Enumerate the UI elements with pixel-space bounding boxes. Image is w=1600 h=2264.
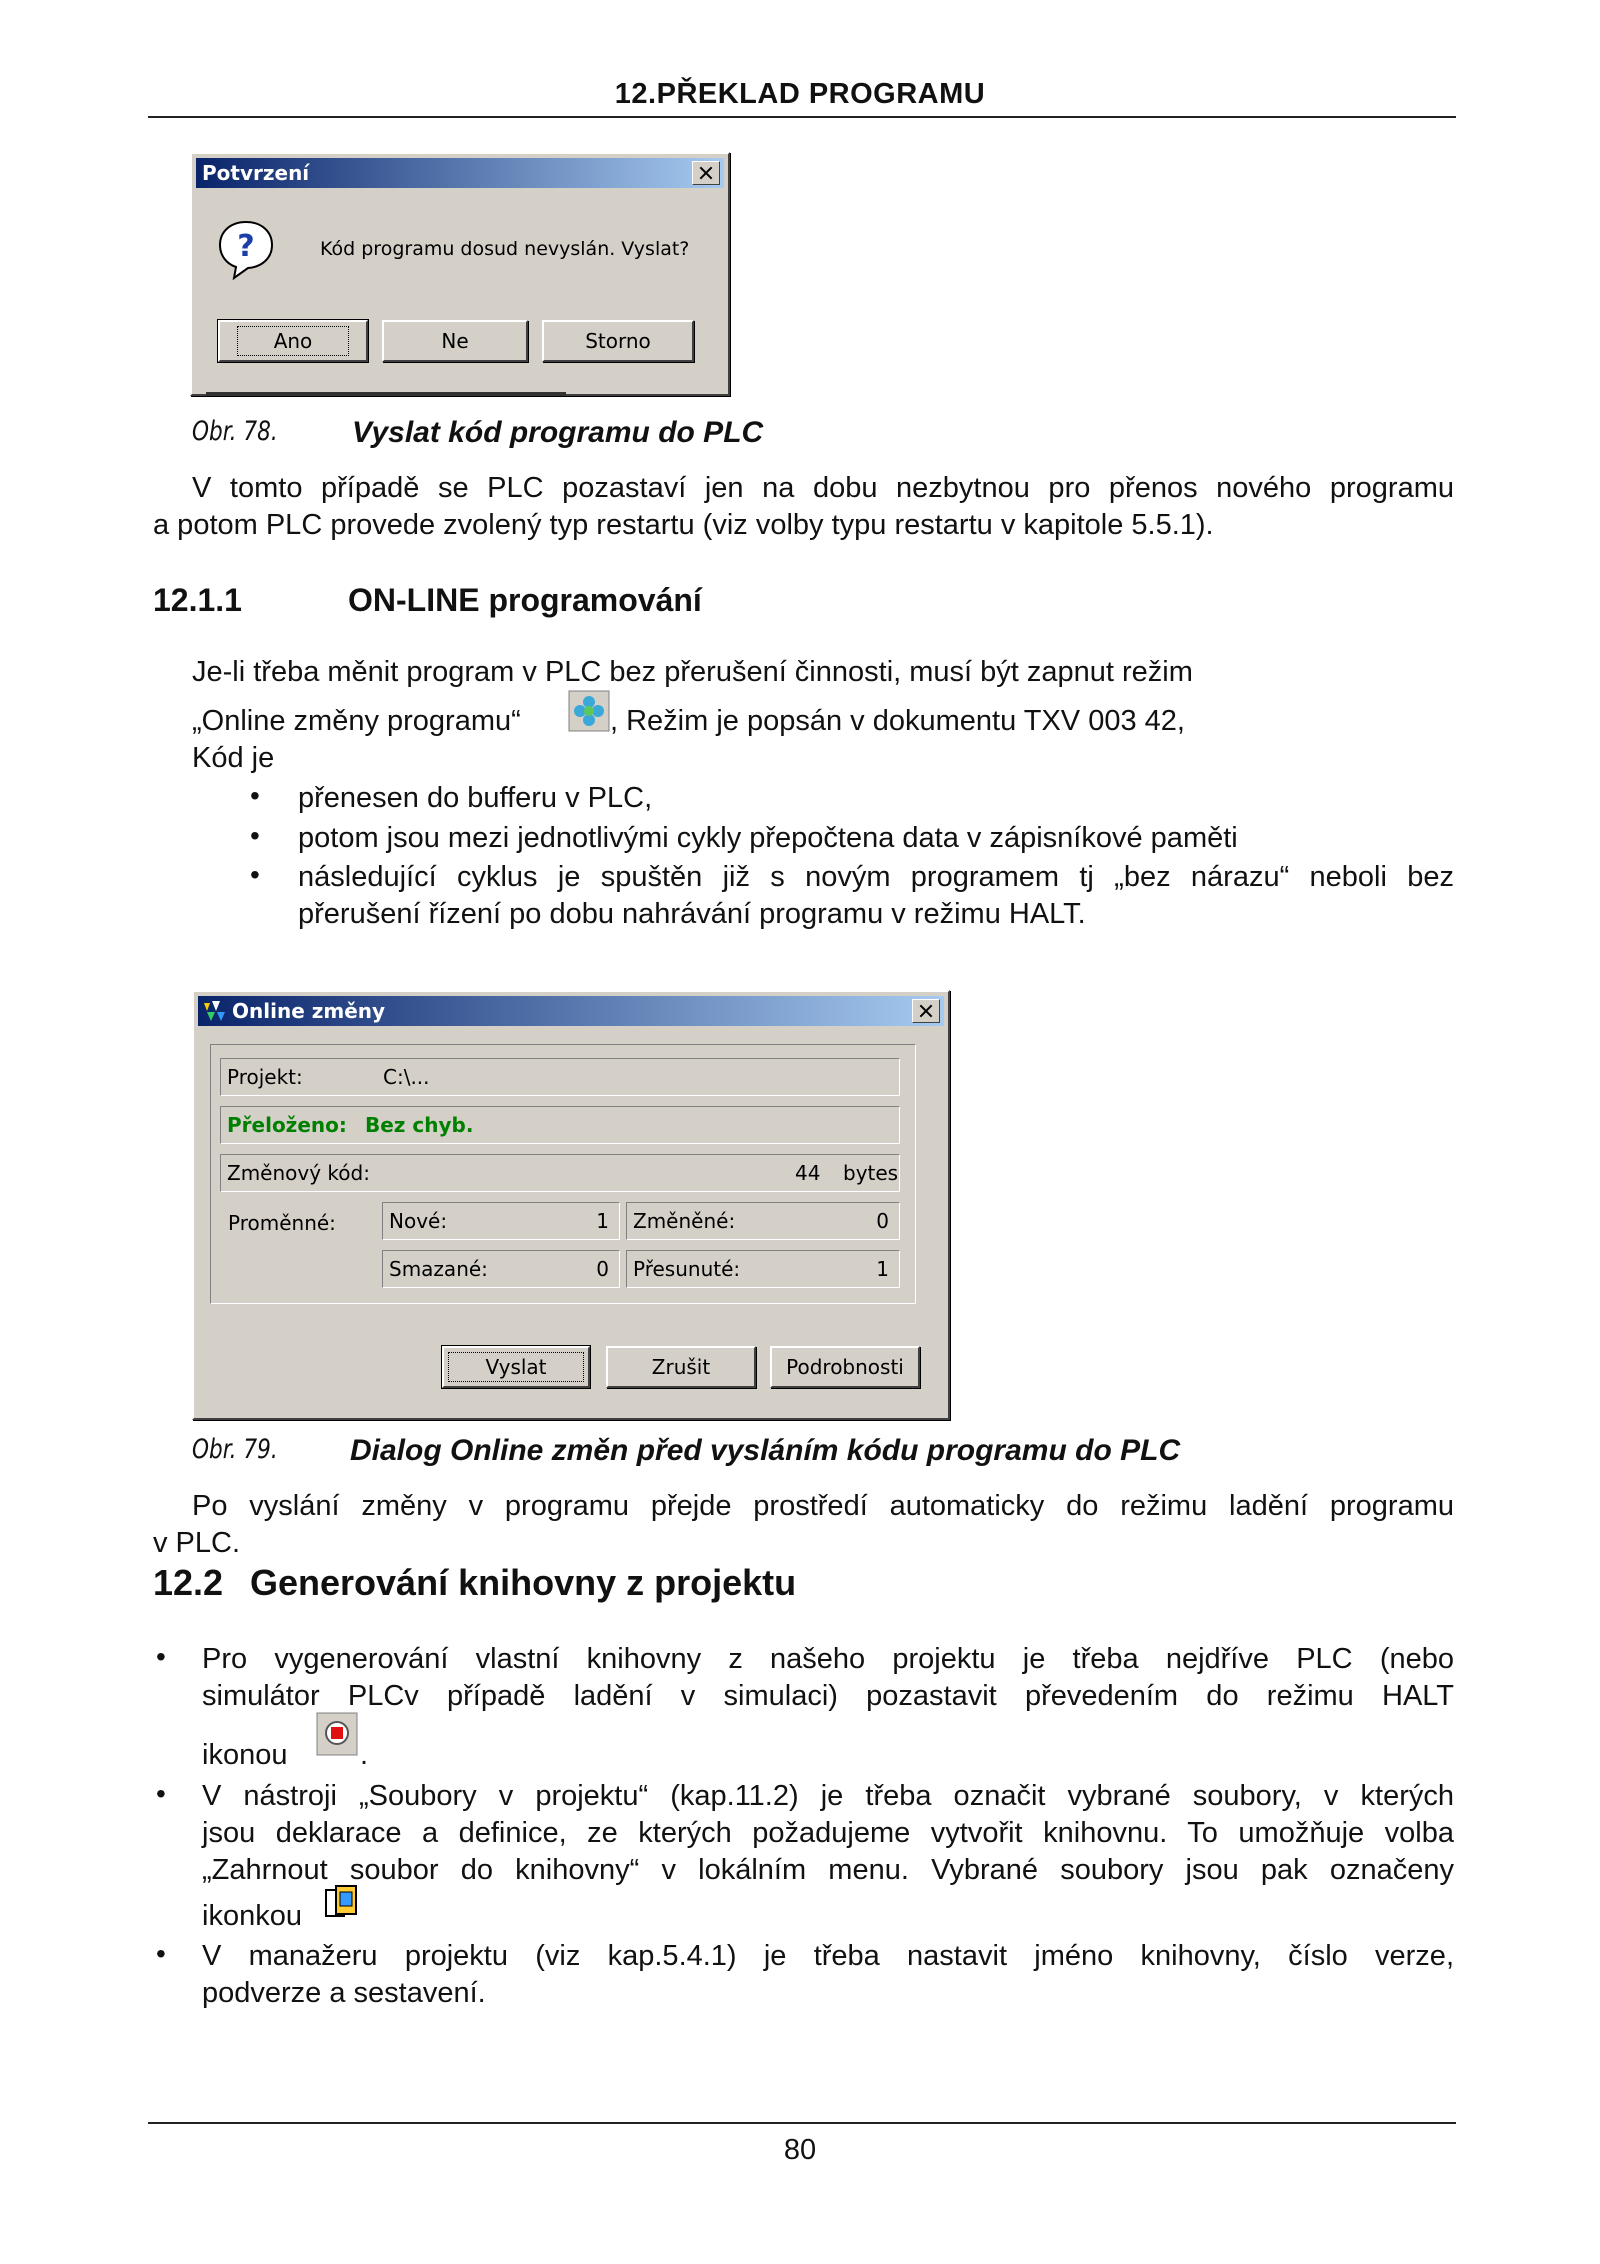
library-bullet1-line1: Pro vygenerování vlastní knihovny z našeho projektu je třeba nejdříve PLC (nebo <box>202 1643 1454 1675</box>
question-icon <box>216 218 276 282</box>
library-bullet3-line1: V manažeru projektu (viz kap.5.4.1) je třeba nastavit jméno knihovny, číslo verze, <box>202 1940 1454 1972</box>
zmenovy-kod-unit: bytes <box>843 1161 899 1185</box>
library-bullet1-line3: ikonou <box>202 1739 288 1771</box>
projekt-label: Projekt: <box>227 1065 303 1089</box>
zmenovy-kod-label: Změnový kód: <box>227 1161 370 1185</box>
library-bullet2-line1: V nástroji „Soubory v projektu“ (kap.11.2) je třeba označit vybrané soubory, v kterých <box>202 1780 1454 1812</box>
zmenene-label: Změněné: <box>633 1209 736 1233</box>
library-bullet3-line2: podverze a sestavení. <box>202 1977 486 2009</box>
online-bullet-1: přenesen do bufferu v PLC, <box>298 782 653 814</box>
running-header: 12.PŘEKLAD PROGRAMU <box>614 78 986 110</box>
confirm-dialog-titlebar <box>196 158 724 188</box>
header-rule <box>148 116 1456 118</box>
ano-button-label: Ano <box>237 326 350 356</box>
library-bullet2-line4: ikonkou <box>202 1900 302 1932</box>
online-intro-line2b: , Režim je popsán v dokumentu TXV 003 42, <box>610 705 1185 737</box>
online-changes-dialog <box>192 990 950 1420</box>
presunute-field <box>626 1250 900 1288</box>
vyslat-button-label: Vyslat <box>448 1352 583 1382</box>
paragraph2-line2: v PLC. <box>153 1527 241 1559</box>
nove-label: Nové: <box>389 1209 448 1233</box>
figure79-number: Obr. 79. <box>192 1434 278 1465</box>
svg-text:?: ? <box>237 229 255 264</box>
section-title-122: Generování knihovny z projektu <box>250 1562 797 1603</box>
smazane-label: Smazané: <box>389 1257 488 1281</box>
online-bullet-3-line2: přerušení řízení po dobu nahrávání programu v režimu HALT. <box>298 898 1086 930</box>
section-title-1211: ON-LINE programování <box>348 582 702 618</box>
figure78-caption: Vyslat kód programu do PLC <box>352 416 764 449</box>
podrobnosti-button[interactable]: Podrobnosti <box>770 1346 920 1388</box>
prelozeno-field <box>220 1106 900 1144</box>
paragraph1-line1: V tomto případě se PLC pozastaví jen na dobu nezbytnou pro přenos nového programu <box>192 472 1454 504</box>
online-dialog-title: Online změny <box>232 999 386 1023</box>
figure78-number: Obr. 78. <box>192 416 278 447</box>
projekt-value: C:\... <box>383 1065 430 1089</box>
dialog-underline-artifact <box>206 392 566 396</box>
paragraph2-line1: Po vyslání změny v programu přejde prostředí automaticky do režimu ladění programu <box>192 1490 1454 1522</box>
confirm-dialog-title: Potvrzení <box>202 161 310 185</box>
bullet-dot: • <box>156 1938 166 1969</box>
bullet-dot: • <box>156 1778 166 1809</box>
paragraph1-line2: a potom PLC provede zvolený typ restartu (viz volby typu restartu v kapitole 5.5.1). <box>153 509 1214 541</box>
smazane-field <box>382 1250 620 1288</box>
online-intro-line2a: „Online změny programu“ <box>192 705 521 737</box>
prelozeno-label: Přeloženo: <box>227 1113 347 1137</box>
confirm-dialog-message: Kód programu dosud nevyslán. Vyslat? <box>320 238 690 260</box>
close-icon[interactable] <box>692 161 720 185</box>
presunute-value: 1 <box>876 1257 889 1281</box>
app-icon <box>202 999 228 1023</box>
library-bullet1-end: . <box>360 1739 369 1771</box>
online-intro-line3: Kód je <box>192 742 275 774</box>
figure79-caption: Dialog Online změn před vysláním kódu programu do PLC <box>350 1434 1181 1467</box>
bullet-dot: • <box>250 780 260 811</box>
confirm-dialog <box>190 152 730 396</box>
online-intro-line1: Je-li třeba měnit program v PLC bez přerušení činnosti, musí být zapnut režim <box>192 656 1193 688</box>
vyslat-button[interactable] <box>442 1346 590 1388</box>
zmenovy-kod-field <box>220 1154 900 1192</box>
halt-stop-icon <box>316 1712 358 1756</box>
page-number: 80 <box>783 2134 817 2166</box>
online-dialog-titlebar <box>198 996 944 1026</box>
bullet-dot: • <box>156 1641 166 1672</box>
library-bullet2-line3: „Zahrnout soubor do knihovny“ v lokálním menu. Vybrané soubory jsou pak označeny <box>202 1854 1454 1886</box>
ne-button[interactable]: Ne <box>382 320 528 362</box>
projekt-field <box>220 1058 900 1096</box>
ano-button[interactable] <box>218 320 368 362</box>
storno-button[interactable]: Storno <box>542 320 694 362</box>
section-number-122: 12.2 <box>153 1562 224 1603</box>
zmenene-field <box>626 1202 900 1240</box>
library-bullet1-line2: simulátor PLCv případě ladění v simulaci) pozastavit převedením do režimu HALT <box>202 1680 1454 1712</box>
library-bullet2-line2: jsou deklarace a definice, ze kterých požadujeme vytvořit knihovnu. To umožňuje volba <box>202 1817 1454 1849</box>
zmenovy-kod-value: 44 <box>795 1161 821 1185</box>
zrusit-button[interactable]: Zrušit <box>606 1346 756 1388</box>
prelozeno-value: Bez chyb. <box>365 1113 474 1137</box>
close-icon[interactable] <box>912 999 940 1023</box>
promenne-label: Proměnné: <box>228 1211 336 1235</box>
footer-rule <box>148 2122 1456 2124</box>
section-number-1211: 12.1.1 <box>153 582 242 618</box>
library-file-icon <box>322 1882 362 1922</box>
nove-value: 1 <box>596 1209 609 1233</box>
zmenene-value: 0 <box>876 1209 889 1233</box>
smazane-value: 0 <box>596 1257 609 1281</box>
online-bullet-3-line1: následující cyklus je spuštěn již s novým programem tj „bez nárazu“ neboli bez <box>298 861 1454 893</box>
bullet-dot: • <box>250 820 260 851</box>
online-changes-icon <box>568 690 610 732</box>
presunute-label: Přesunuté: <box>633 1257 741 1281</box>
bullet-dot: • <box>250 859 260 890</box>
online-bullet-2: potom jsou mezi jednotlivými cykly přepočtena data v zápisníkové paměti <box>298 822 1238 854</box>
nove-field <box>382 1202 620 1240</box>
